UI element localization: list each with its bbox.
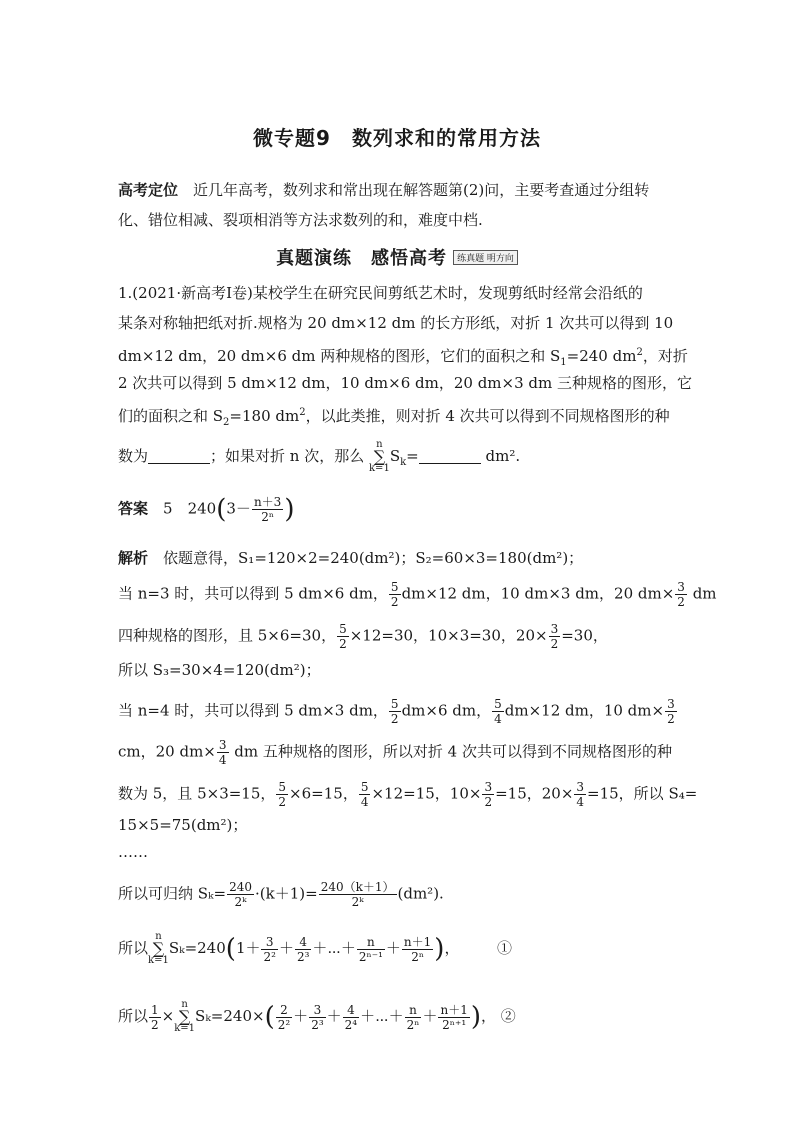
solution-line-3: 四种规格的图形，且 5×6=30， $\frac{5}{2}$ ×12=30，10×3=30，20× $\frac{3}{2}$ =30，	[118, 622, 608, 651]
equation-mark-2: ②	[500, 1007, 516, 1025]
solution-line-4: 所以 S₃=30×4=120(dm²)；	[118, 661, 321, 679]
solution-line-9: ……	[118, 843, 148, 861]
intro-line-2: 化、错位相减、裂项相消等方法求数列的和，难度中档.	[118, 211, 483, 229]
problem-line-3: dm×12 dm，20 dm×6 dm 两种规格的图形，它们的面积之和 $S_1=240$ $dm^2$，对折	[118, 347, 688, 368]
section-header	[0, 244, 794, 270]
problem-line-1: 1.(2021·新高考Ⅰ卷)某校学生在研究民间剪纸艺术时，发现剪纸时经常会沿纸的	[118, 284, 643, 302]
intro-line-1: 高考定位 近几年高考，数列求和常出现在解答题第(2)问，主要考查通过分组转	[118, 181, 650, 199]
problem-line-2: 某条对称轴把纸对折.规格为 20 dm×12 dm 的长方形纸，对折 1 次共可以得到 10	[118, 314, 674, 332]
solution-line-5: 当 n=4 时，共可以得到 5 dm×3 dm， $\frac{5}{2}$ dm×6 dm， $\frac{5}{4}$ dm×12 dm，10 dm× $\frac{3}{2}$	[118, 697, 675, 726]
section-title: 真题演练 感悟高考	[276, 248, 448, 269]
answer-line: 答案 5 240(3－ $\frac{n+3}{\text{2ⁿ}}$ )	[118, 494, 295, 525]
solution-line-12: 所以 $\frac{1}{2}$ ×n ∑ k=1Sₖ=240×( $\frac{2}{\text{2²}}$ ＋ $\frac{3}{\text{2³}}$ ＋ $\frac{4}{\text{2⁴}}$ ＋⋯＋ $\frac{n}{\text{2ⁿ}}$ ＋ $\frac{n+1}{\text{2ⁿ⁺¹}}$ )， ②	[118, 999, 516, 1034]
solution-line-2: 当 n=3 时，共可以得到 5 dm×6 dm， $\frac{5}{2}$ dm×12 dm，10 dm×3 dm，20 dm× $\frac{3}{2}$ dm	[118, 580, 717, 609]
solution-line-8: 15×5=75(dm²)；	[118, 816, 248, 834]
answer-blank-2	[419, 449, 481, 464]
problem-line-4: 2 次共可以得到 5 dm×12 dm，10 dm×6 dm，20 dm×3 dm 三种规格的图形，它	[118, 374, 693, 392]
equation-mark-1: ①	[496, 939, 512, 957]
section-badge: 练真题 明方向	[453, 250, 518, 265]
solution-line-1: 解析 依题意得，S₁=120×2=240(dm²)；S₂=60×3=180(dm²)；	[118, 549, 584, 567]
solution-line-7: 数为 5，且 5×3=15， $\frac{5}{2}$ ×6=15， $\frac{5}{4}$ ×12=15，10× $\frac{3}{2}$ =15，20× $\frac{3}{4}$ =15，所以 S₄=	[118, 780, 698, 809]
page-title: 微专题9 数列求和的常用方法	[253, 126, 541, 150]
problem-line-5: 们的面积之和 $S_2=180$ $dm^2$，以此类推，则对折 4 次共可以得到不同规格图形的种	[118, 407, 670, 428]
answer-label: 答案	[118, 499, 149, 518]
intro-label: 高考定位	[118, 181, 179, 199]
solution-line-11: 所以n ∑ k=1Sₖ=240(1＋ $\frac{3}{\text{2²}}$ ＋ $\frac{4}{\text{2³}}$ ＋⋯＋ $\frac{n}{\text{2ⁿ⁻¹}}$ ＋ $\frac{n+1}{\text{2ⁿ}}$ )， ①	[118, 931, 512, 966]
problem-line-6: 数为 ；如果对折 n 次，那么 n ∑ $k=1S_k= dm^2$.	[118, 439, 521, 474]
sum-symbol: n ∑ k=1	[369, 439, 390, 474]
answer-blank-1	[148, 449, 210, 464]
solution-line-10: 所以可归纳 Sₖ= $\frac{240}{\text{2ᵏ}}$ ·(k＋1)= $\frac{240(k+1)}{\text{2ᵏ}}$ (dm²).	[118, 880, 444, 909]
solution-line-6: cm，20 dm× $\frac{3}{4}$ dm 五种规格的图形，所以对折 4 次共可以得到不同规格图形的种	[118, 738, 672, 767]
solution-label: 解析	[118, 549, 149, 567]
